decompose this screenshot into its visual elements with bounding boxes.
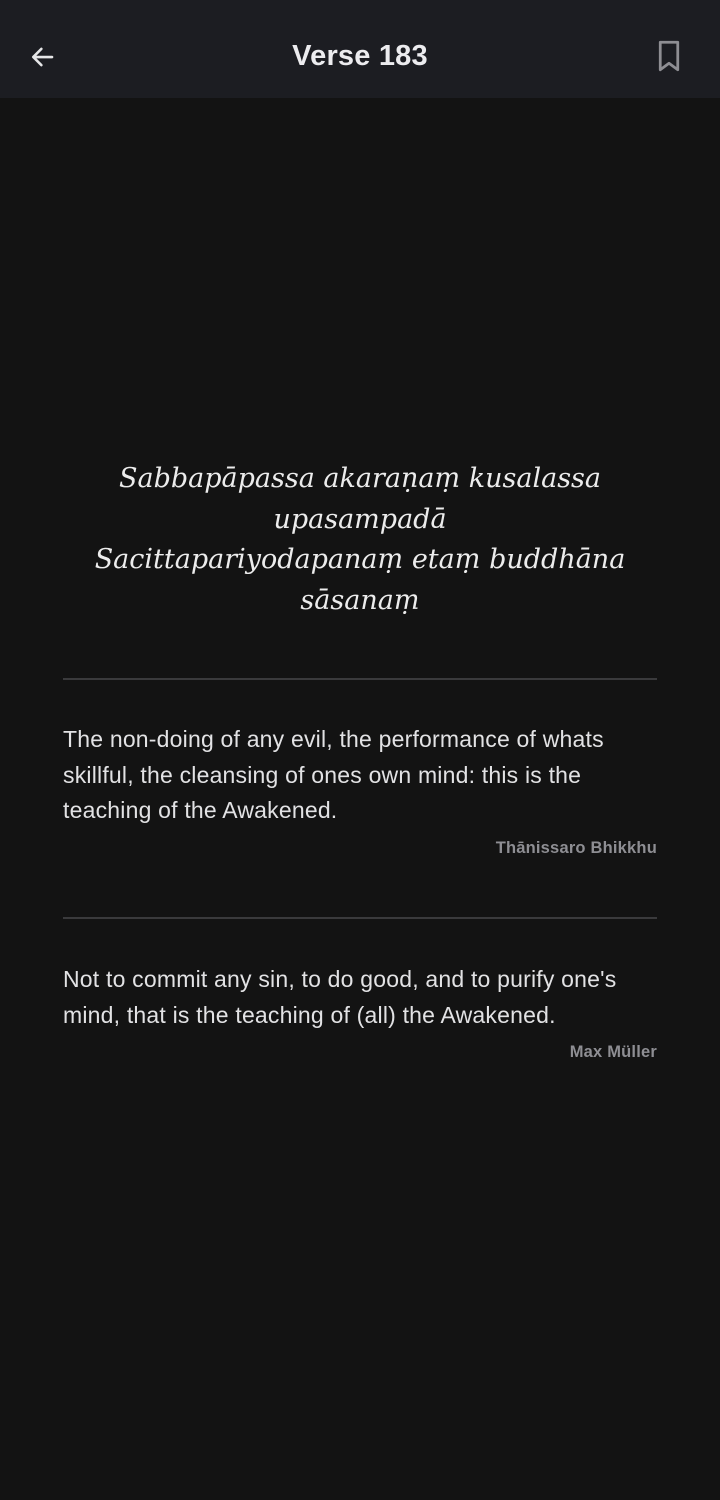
translation-text: Not to commit any sin, to do good, and to purify one's mind, that is the teaching of (all) the Awakened.: [63, 966, 617, 1028]
page-title: Verse 183: [292, 40, 428, 72]
translation-card: [63, 962, 657, 1062]
app-bar: [0, 0, 720, 98]
bookmark-button[interactable]: [645, 32, 693, 80]
translation-author: Thānissaro Bhikkhu: [495, 838, 657, 857]
pali-line: sāsanaṃ: [300, 584, 420, 616]
translation-author: Max Müller: [569, 1043, 657, 1061]
back-button[interactable]: [18, 33, 66, 81]
translation-card: [63, 722, 657, 858]
pali-line: Sacittapariyodapanaṃ etaṃ buddhāna: [94, 544, 626, 575]
pali-line: Sabbapāpassa akaraṇaṃ kusalassa: [118, 463, 602, 494]
pali-line: upasampadā: [273, 503, 447, 535]
divider: [63, 917, 657, 919]
arrow-left-icon: [27, 42, 57, 72]
divider: [63, 678, 657, 680]
pali-verse: [80, 459, 640, 621]
bookmark-icon: [654, 39, 684, 73]
translation-text: The non-doing of any evil, the performance of whats skillful, the cleansing of ones own mind: this is the teaching of the Awakened.: [63, 726, 604, 823]
